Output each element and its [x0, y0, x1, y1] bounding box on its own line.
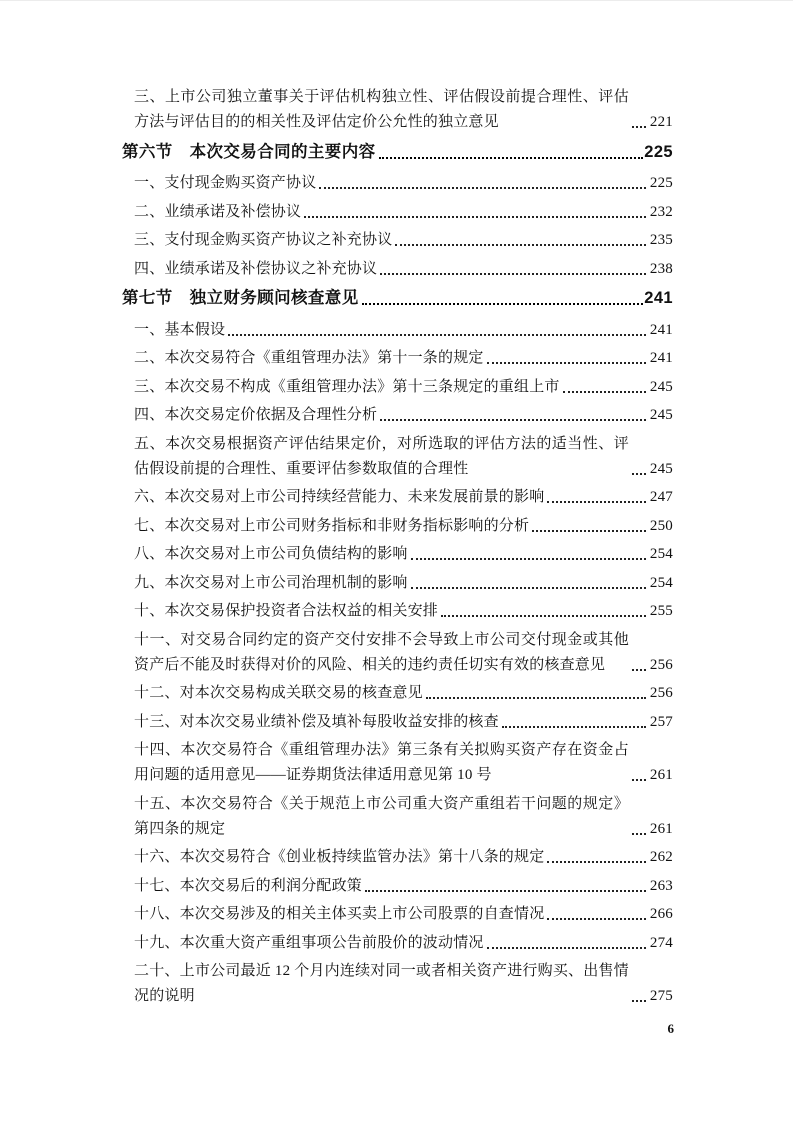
- toc-entry-title: 五、本次交易根据资产评估结果定价，对所选取的评估方法的适当性、评估假设前提的合理性、重要评估参数取值的合理性: [134, 435, 629, 477]
- toc-entry-title: 十、本次交易保护投资者合法权益的相关安排: [134, 603, 439, 619]
- toc-entry-page: 245: [649, 378, 673, 395]
- toc-entry-page: 262: [649, 849, 673, 865]
- toc-entry-title: 四、本次交易定价依据及合理性分析: [134, 407, 378, 423]
- toc-item-entry: [122, 257, 673, 282]
- toc-entry-title: 二、业绩承诺及补偿协议: [134, 203, 302, 220]
- toc-entry-title: 十五、本次交易符合《关于规范上市公司重大资产重组若干问题的规定》第四条的规定: [134, 795, 629, 837]
- dot-leader: [632, 1000, 646, 1002]
- toc-entry-page: 254: [649, 546, 673, 562]
- toc-entry-page: 250: [649, 517, 673, 534]
- dot-leader: [395, 244, 645, 246]
- toc-entry-title: 十六、本次交易符合《创业板持续监管办法》第十八条的规定: [134, 849, 545, 865]
- toc-chapter-entry: [122, 139, 673, 165]
- toc-item-entry: [122, 738, 673, 788]
- dot-leader: [411, 558, 646, 560]
- toc-chapter-entry: [122, 285, 673, 311]
- toc-entry-page: 221: [649, 114, 673, 130]
- toc-entry-title: 一、支付现金购买资产协议: [134, 175, 317, 191]
- toc-entry-title: 六、本次交易对上市公司持续经营能力、未来发展前景的影响: [134, 489, 545, 505]
- dot-leader: [362, 303, 644, 305]
- toc-item-entry: [122, 542, 673, 567]
- dot-leader: [487, 362, 646, 364]
- toc-entry-page: 255: [649, 603, 673, 619]
- toc-entry-page: 254: [649, 574, 673, 591]
- toc-item-entry: [122, 228, 673, 253]
- toc-item-entry: [122, 902, 673, 927]
- toc-entry-page: 256: [649, 685, 673, 701]
- toc-entry-title: 一、基本假设: [134, 321, 226, 338]
- toc-entry-page: 245: [649, 460, 673, 477]
- toc-item-entry: [122, 959, 673, 1009]
- dot-leader: [380, 419, 646, 421]
- toc-entry-page: 257: [649, 713, 673, 730]
- dot-leader: [547, 918, 645, 920]
- toc-entry-title: 十三、对本次交易业绩补偿及填补每股收益安排的核查: [134, 713, 499, 730]
- toc-item-entry: [122, 432, 673, 482]
- dot-leader: [380, 273, 646, 275]
- toc-entry-page: 247: [649, 489, 673, 505]
- toc-item-entry: [122, 792, 673, 842]
- toc-entry-page: 245: [649, 407, 673, 423]
- toc-entry-title: 十八、本次交易涉及的相关主体买卖上市公司股票的自查情况: [134, 906, 545, 922]
- toc-entry-title: 十一、对交易合同约定的资产交付安排不会导致上市公司交付现金或其他资产后不能及时获得对价的风险、相关的违约责任切实有效的核查意见: [134, 631, 629, 673]
- toc-entry-page: 261: [649, 767, 673, 783]
- toc-item-entry: [122, 403, 673, 428]
- toc-entry-title: 十二、对本次交易构成关联交易的核查意见: [134, 685, 423, 701]
- toc-item-entry: [122, 931, 673, 956]
- toc-entry-title: 二、本次交易符合《重组管理办法》第十一条的规定: [134, 350, 484, 366]
- toc-item-entry: [122, 874, 673, 899]
- toc-entry-title: 三、本次交易不构成《重组管理办法》第十三条规定的重组上市: [134, 378, 560, 395]
- dot-leader: [547, 501, 645, 503]
- toc-entry-title: 九、本次交易对上市公司治理机制的影响: [134, 574, 408, 591]
- dot-leader: [563, 391, 646, 393]
- toc-entry-page: 241: [644, 289, 673, 307]
- dot-leader: [632, 473, 646, 475]
- toc-item-entry: [122, 346, 673, 371]
- toc-item-entry: [122, 710, 673, 735]
- toc-entry-page: 241: [649, 350, 673, 366]
- toc-entry-title: 第七节 独立财务顾问核查意见: [122, 289, 359, 307]
- toc-item-entry: [122, 375, 673, 400]
- toc-entry-page: 261: [649, 820, 673, 837]
- dot-leader: [632, 779, 646, 781]
- table-of-contents: [122, 85, 673, 1013]
- dot-leader: [532, 530, 646, 532]
- toc-item-entry: [122, 171, 673, 196]
- toc-item-entry: [122, 85, 673, 135]
- dot-leader: [487, 947, 646, 949]
- dot-leader: [502, 726, 646, 728]
- toc-entry-page: 266: [649, 906, 673, 922]
- toc-item-entry: [122, 628, 673, 678]
- dot-leader: [632, 669, 646, 671]
- toc-entry-page: 274: [649, 934, 673, 951]
- toc-entry-title: 八、本次交易对上市公司负债结构的影响: [134, 546, 408, 562]
- toc-item-entry: [122, 514, 673, 539]
- toc-item-entry: [122, 200, 673, 225]
- toc-item-entry: [122, 318, 673, 343]
- toc-item-entry: [122, 485, 673, 510]
- toc-entry-title: 十四、本次交易符合《重组管理办法》第三条有关拟购买资产存在资金占用问题的适用意见——证券期货法律适用意见第 10 号: [134, 742, 629, 783]
- dot-leader: [441, 615, 646, 617]
- toc-entry-title: 第六节 本次交易合同的主要内容: [122, 142, 376, 161]
- toc-entry-title: 三、支付现金购买资产协议之补充协议: [134, 232, 393, 248]
- toc-item-entry: [122, 599, 673, 624]
- page-number: 6: [667, 1021, 674, 1036]
- toc-item-entry: [122, 845, 673, 870]
- toc-item-entry: [122, 571, 673, 596]
- dot-leader: [632, 126, 646, 128]
- toc-entry-page: 256: [649, 656, 673, 673]
- dot-leader: [228, 334, 646, 336]
- dot-leader: [632, 833, 646, 835]
- dot-leader: [411, 587, 646, 589]
- toc-entry-title: 三、上市公司独立董事关于评估机构独立性、评估假设前提合理性、评估方法与评估目的的相关性及评估定价公允性的独立意见: [134, 89, 629, 130]
- toc-entry-page: 232: [649, 203, 673, 220]
- dot-leader: [426, 697, 646, 699]
- toc-entry-page: 225: [649, 175, 673, 191]
- dot-leader: [304, 216, 646, 218]
- dot-leader: [379, 157, 644, 159]
- dot-leader: [319, 187, 645, 189]
- dot-leader: [547, 861, 645, 863]
- toc-entry-page: 275: [649, 988, 673, 1004]
- toc-entry-page: 238: [649, 260, 673, 277]
- dot-leader: [365, 890, 646, 892]
- toc-entry-title: 二十、上市公司最近 12 个月内连续对同一或者相关资产进行购买、出售情况的说明: [134, 963, 629, 1004]
- toc-entry-title: 七、本次交易对上市公司财务指标和非财务指标影响的分析: [134, 517, 530, 534]
- toc-entry-page: 225: [644, 142, 673, 161]
- toc-entry-page: 235: [649, 232, 673, 248]
- toc-entry-title: 十七、本次交易后的利润分配政策: [134, 877, 363, 894]
- toc-entry-title: 十九、本次重大资产重组事项公告前股价的波动情况: [134, 934, 484, 951]
- toc-entry-page: 263: [649, 877, 673, 894]
- toc-entry-title: 四、业绩承诺及补偿协议之补充协议: [134, 260, 378, 277]
- toc-entry-page: 241: [649, 321, 673, 338]
- toc-item-entry: [122, 681, 673, 706]
